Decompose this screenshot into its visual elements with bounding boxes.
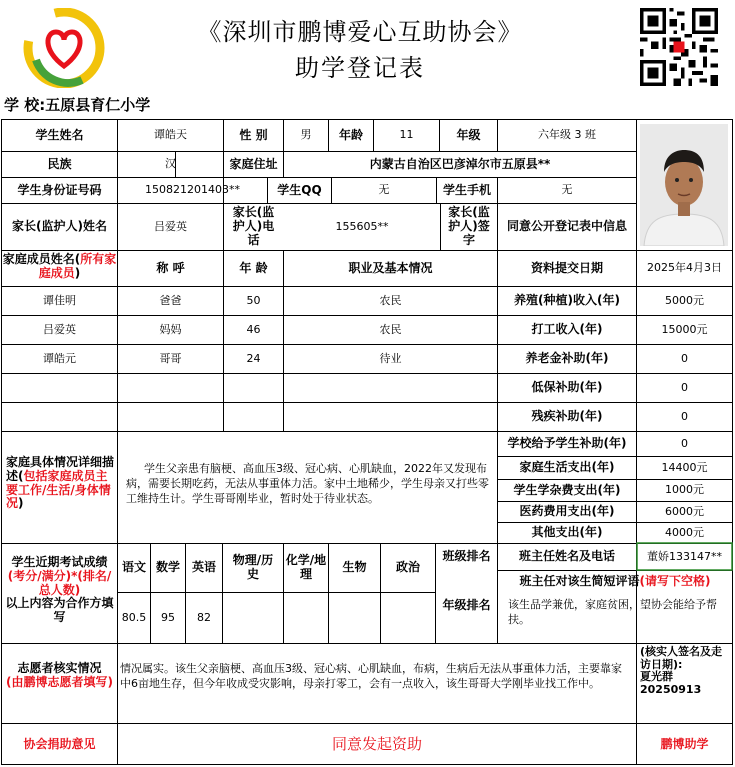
finance-value: 1000元: [665, 483, 704, 497]
finance-value: 0: [681, 380, 688, 394]
family-col-age: 年 龄: [239, 260, 268, 275]
family-member-age: 24: [246, 351, 261, 365]
finance-label: 学生学杂费支出(年): [513, 482, 621, 497]
student-photo: [640, 124, 728, 246]
school-name: 学 校:五原县育仁小学: [4, 96, 151, 114]
donation-opinion-label: 协会捐助意见: [23, 736, 96, 751]
subject-header: 生物: [342, 560, 367, 575]
subject-score: 95: [161, 610, 175, 624]
family-member-age: 50: [246, 293, 261, 307]
family-member-title: 爸爸: [159, 293, 182, 307]
subject-header: 英语: [191, 560, 216, 575]
student-name-value: 谭皓天: [154, 128, 187, 142]
volunteer-signature: (核实人签名及走访日期): 夏光群 20250913: [640, 645, 723, 696]
guardian-signature-label: 家长(监护人)签字: [448, 205, 490, 247]
form-title: 助学登记表: [295, 54, 425, 82]
ethnicity-label: 民族: [47, 156, 72, 171]
family-member-name: 谭佳明: [43, 293, 76, 307]
subject-header: 数学: [155, 560, 180, 575]
finance-label: 低保补助(年): [531, 380, 603, 395]
teacher-value: 董娇133147**: [647, 549, 722, 563]
family-member-title: 哥哥: [159, 351, 182, 365]
organization-signature: 鹏博助学: [660, 736, 709, 751]
family-member-job: 农民: [379, 322, 402, 336]
gender-value: 男: [300, 128, 312, 142]
guardian-phone-label: 家长(监护人)电话: [232, 205, 275, 247]
finance-label: 残疾补助(年): [531, 409, 603, 424]
finance-label: 养殖(种植)收入(年): [514, 293, 620, 308]
guardian-phone-value: 155605**: [335, 219, 389, 233]
finance-value: 0: [681, 436, 688, 450]
qq-label: 学生QQ: [277, 182, 322, 197]
finance-value: 15000元: [661, 322, 708, 336]
gender-label: 性 别: [239, 127, 268, 142]
family-col-title: 称 呼: [156, 260, 185, 275]
volunteer-label: 志愿者核实情况 (由鹏博志愿者填写): [6, 661, 113, 689]
consent-text: 同意公开登记表中信息: [506, 219, 627, 234]
family-member-age: 46: [246, 322, 261, 336]
family-situation-label: 家庭具体情况详细描述(包括家庭成员主要工作/生活/身体情况): [6, 455, 115, 511]
volunteer-text: 情况属实。该生父亲脑梗、高血压3级、冠心病、心肌缺血，布病，生病后无法从事重体力活，主要靠家中6亩地生存，但今年收成受灾影响，母亲打零工，会有一点收入，该生哥哥大学刚毕业找工作中。: [120, 662, 622, 690]
student-name-label: 学生姓名: [35, 127, 84, 142]
exam-label: 学生近期考试成绩 (考分/满分)*(排名/总人数) 以上内容为合作方填写: [5, 555, 114, 625]
finance-value: 5000元: [665, 293, 704, 307]
family-member-job: 待业: [379, 351, 402, 365]
finance-value: 4000元: [665, 525, 704, 539]
family-member-name: 吕爱英: [43, 322, 76, 336]
subject-header: 政治: [395, 560, 420, 575]
family-members-label: 家庭成员姓名(所有家庭成员): [2, 252, 117, 280]
ethnicity-value: 汉: [165, 157, 176, 171]
address-value: 内蒙古自治区巴彦淖尔市五原县**: [369, 156, 551, 171]
finance-value: 0: [681, 351, 688, 365]
teacher-label: 班主任姓名及电话: [518, 549, 615, 564]
donation-decision: 同意发起资助: [331, 734, 422, 753]
teacher-comment-label: 班主任对该生简短评语 (请写下空格): [519, 574, 711, 589]
grade-rank-label: 年级排名: [442, 598, 491, 613]
class-rank-label: 班级排名: [442, 549, 491, 564]
finance-label: 其他支出(年): [531, 525, 603, 540]
grade-label: 年级: [456, 127, 481, 142]
finance-label: 打工收入(年): [531, 322, 603, 337]
finance-value: 0: [681, 409, 688, 423]
family-member-title: 妈妈: [159, 322, 182, 336]
family-situation-text: 学生父亲患有脑梗、高血压3级、冠心病、心肌缺血，2022年又发现布病，需要长期吃药，无法从事重体力活。家中土地稀少，学生母亲又打些零工维持生计。学生哥哥刚毕业，暂时处于待业状态。: [126, 462, 489, 505]
guardian-name-label: 家长(监护人)姓名: [12, 219, 107, 234]
qq-value: 无: [378, 183, 390, 197]
grade-value: 六年级 3 班: [538, 128, 596, 142]
subject-score: 80.5: [121, 610, 147, 624]
age-value: 11: [399, 128, 414, 142]
finance-label: 学校给予学生补助(年): [507, 436, 627, 451]
address-label: 家庭住址: [229, 156, 278, 171]
finance-value: 14400元: [661, 460, 708, 474]
finance-value: 2025年4月3日: [647, 261, 722, 275]
phone-value: 无: [561, 183, 573, 197]
finance-label: 养老金补助(年): [525, 351, 609, 366]
family-col-job: 职业及基本情况: [348, 260, 433, 275]
subject-header: 语文: [121, 560, 146, 575]
phone-label: 学生手机: [442, 182, 491, 197]
teacher-comment-text: 该生品学兼优，家庭贫困，望协会能给予帮扶。: [508, 598, 717, 626]
subject-header: 物理/历史: [232, 553, 274, 581]
age-label: 年龄: [338, 127, 363, 142]
id-number-label: 学生身份证号码: [17, 182, 102, 197]
guardian-name-value: 吕爱英: [154, 219, 187, 233]
finance-label: 资料提交日期: [530, 260, 603, 275]
finance-label: 医药费用支出(年): [519, 504, 615, 519]
family-member-job: 农民: [379, 293, 402, 307]
subject-score: 82: [197, 610, 211, 624]
id-number-value: 150821201403**: [145, 183, 240, 197]
subject-header: 化学/地理: [285, 553, 327, 581]
finance-label: 家庭生活支出(年): [519, 460, 615, 475]
form-title-organization: 《深圳市鹏博爱心互助协会》: [197, 18, 523, 46]
finance-value: 6000元: [665, 504, 704, 518]
family-member-name: 谭皓元: [43, 351, 76, 365]
